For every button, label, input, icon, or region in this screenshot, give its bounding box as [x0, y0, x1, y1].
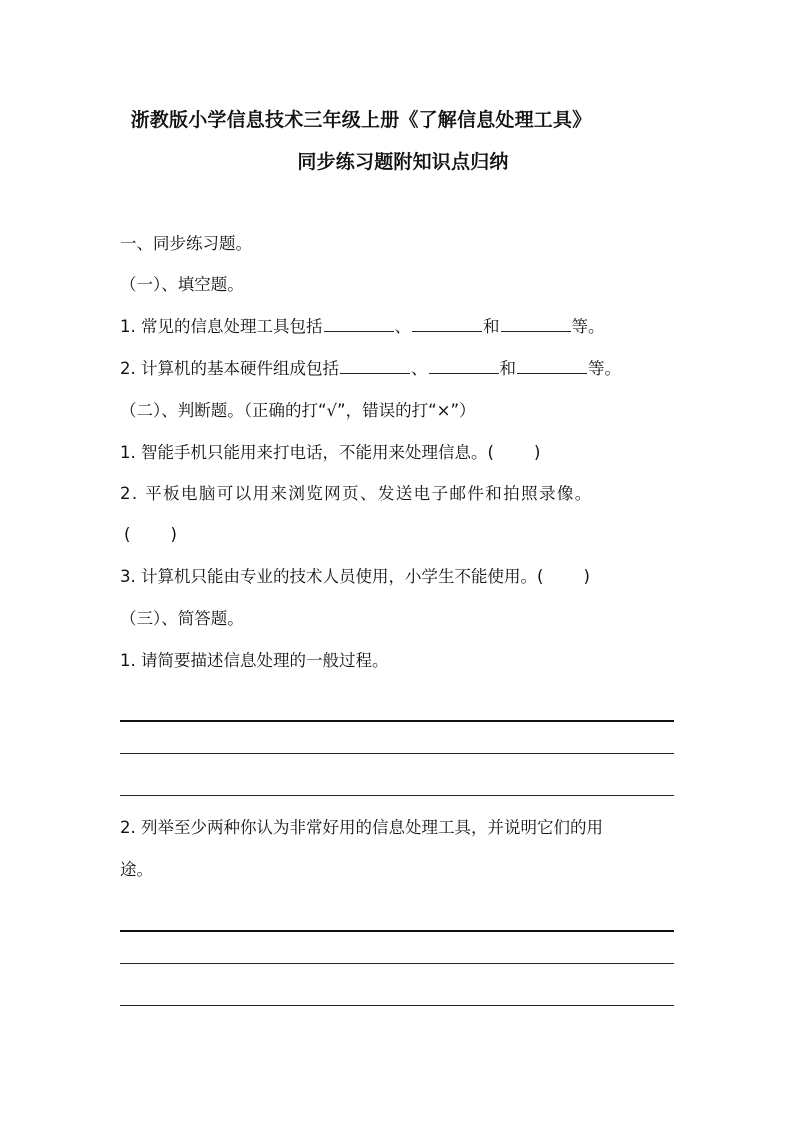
answer-line[interactable] — [120, 930, 674, 932]
answer-blank[interactable] — [429, 356, 499, 374]
answer-blank[interactable] — [340, 356, 410, 374]
answer-line[interactable] — [120, 753, 674, 754]
answer-blank[interactable] — [517, 356, 587, 374]
true-false-question-3: 3. 计算机只能由专业的技术人员使用，小学生不能使用。( ) — [120, 567, 590, 586]
page-subtitle: 同步练习题附知识点归纳 — [297, 151, 509, 173]
answer-line[interactable] — [120, 1005, 674, 1006]
page-title: 浙教版小学信息技术三年级上册《了解信息处理工具》 — [130, 109, 592, 131]
answer-line[interactable] — [120, 795, 674, 796]
true-false-heading: （二）、判断题。（正确的打“√”，错误的打“×”） — [120, 401, 476, 420]
fill-blank-heading: （一）、填空题。 — [120, 275, 244, 294]
answer-line[interactable] — [120, 963, 674, 964]
short-answer-question-2: 2. 列举至少两种你认为非常好用的信息处理工具，并说明它们的用 — [120, 818, 603, 837]
true-false-question-1: 1. 智能手机只能用来打电话，不能用来处理信息。( ) — [120, 443, 541, 462]
short-answer-question-2-continued: 途。 — [120, 860, 153, 879]
answer-blank[interactable] — [324, 314, 394, 332]
short-answer-question-1: 1. 请简要描述信息处理的一般过程。 — [120, 651, 389, 670]
true-false-question-2: 2. 平板电脑可以用来浏览网页、发送电子邮件和拍照录像。 — [120, 484, 593, 503]
answer-blank[interactable] — [501, 314, 571, 332]
short-answer-heading: （三）、简答题。 — [120, 609, 244, 628]
answer-blank[interactable] — [412, 314, 482, 332]
fill-blank-question-2: 2. 计算机的基本硬件组成包括 、 和 等。 — [120, 356, 621, 382]
section-heading: 一、同步练习题。 — [120, 234, 252, 253]
true-false-question-2-answer: ( ) — [124, 525, 177, 544]
answer-line[interactable] — [120, 720, 674, 722]
fill-blank-question-1: 1. 常见的信息处理工具包括 、 和 等。 — [120, 314, 605, 340]
